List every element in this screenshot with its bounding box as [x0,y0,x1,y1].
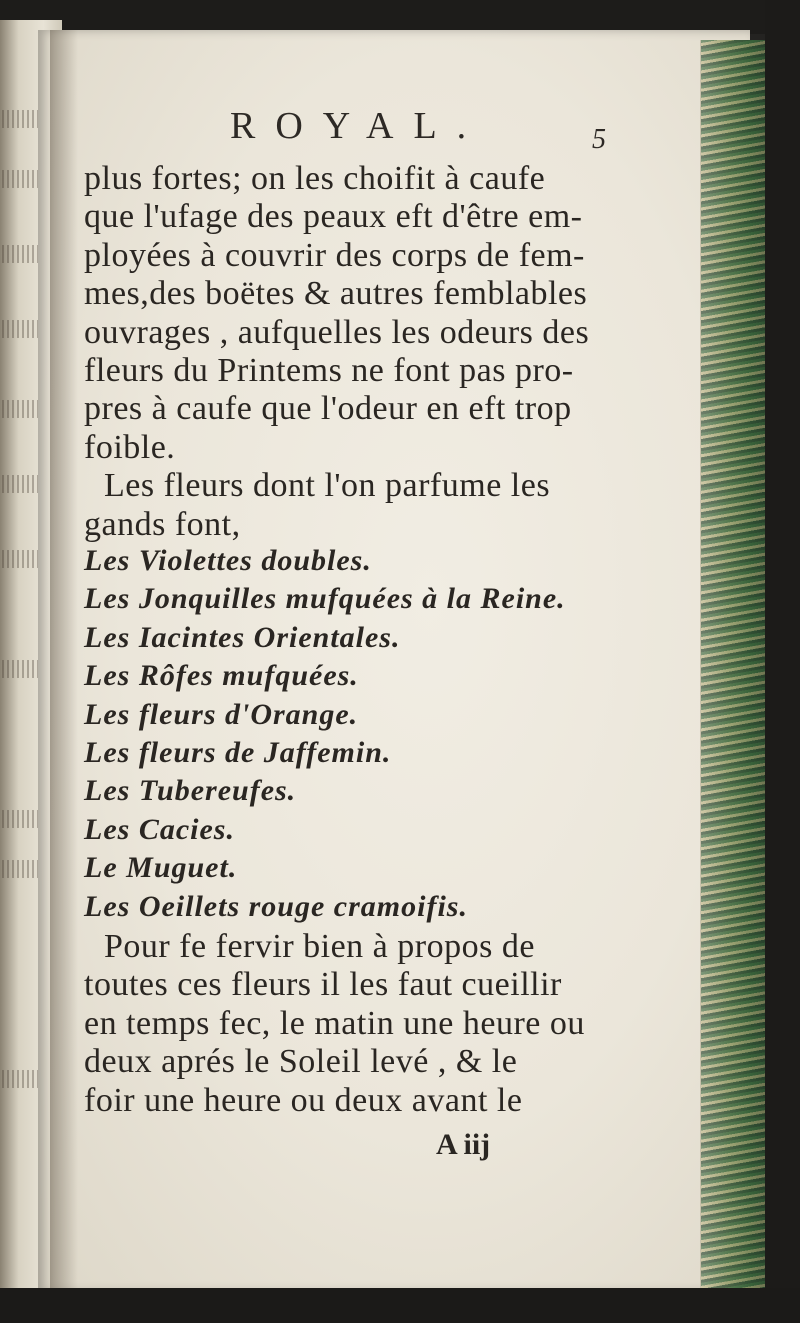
bleed-mark [2,320,42,338]
list-item: Les Tubereufes. [84,774,297,808]
bleed-mark [2,475,42,493]
text-line: toutes ces fleurs il les faut cueillir [84,966,562,1004]
text-line: foir une heure ou deux avant le [84,1081,523,1119]
running-head: ROYAL. [230,105,487,147]
list-item: Les Oeillets rouge cramoifis. [84,889,468,923]
bleed-mark [2,550,42,568]
text-line: pres à caufe que l'odeur en eft trop [84,390,572,428]
bleed-mark [2,110,42,128]
list-item: Les fleurs de Jaffemin. [84,736,392,769]
list-item: Les Violettes doubles. [84,544,372,577]
list-item: Le Muguet. [84,851,238,885]
text-line: mes,des boëtes & autres femblables [84,275,588,313]
text-line: ployées à couvrir des corps de fem- [84,236,585,274]
background-right [765,0,800,1323]
bleed-mark [2,170,42,188]
text-line: gands font, [84,505,241,543]
text-line: Les fleurs dont l'on parfume les [104,467,551,505]
bleed-mark [2,660,42,678]
page-gutter-shadow [50,30,78,1292]
background-top [0,0,800,34]
text-line: fleurs du Printems ne font pas pro- [84,352,574,389]
text-line: plus fortes; on les choifit à caufe [84,160,546,197]
text-line: Pour fe fervir bien à propos de [104,928,535,965]
bleed-mark [2,810,42,828]
list-item: Les Jonquilles mufquées à la Reine. [84,582,566,616]
signature-mark: A iij [436,1128,491,1161]
marbled-page-edge [700,40,771,1290]
text-line: foible. [84,428,176,466]
bleed-mark [2,1070,42,1088]
list-item: Les Iacintes Orientales. [84,620,401,654]
bleed-mark [2,245,42,263]
background-bottom [0,1288,800,1323]
list-item: Les Cacies. [84,812,235,846]
bleed-mark [2,860,42,878]
bleed-mark [2,400,42,418]
list-item: Les Rôfes mufquées. [84,659,359,693]
text-line: en temps fec, le matin une heure ou [84,1004,585,1042]
list-item: Les fleurs d'Orange. [84,697,359,731]
text-line: ouvrages , aufquelles les odeurs des [84,313,590,351]
page-number: 5 [592,124,606,155]
text-line: que l'ufage des peaux eft d'être em- [84,198,583,236]
text-line: deux aprés le Soleil levé , & le [84,1043,518,1081]
